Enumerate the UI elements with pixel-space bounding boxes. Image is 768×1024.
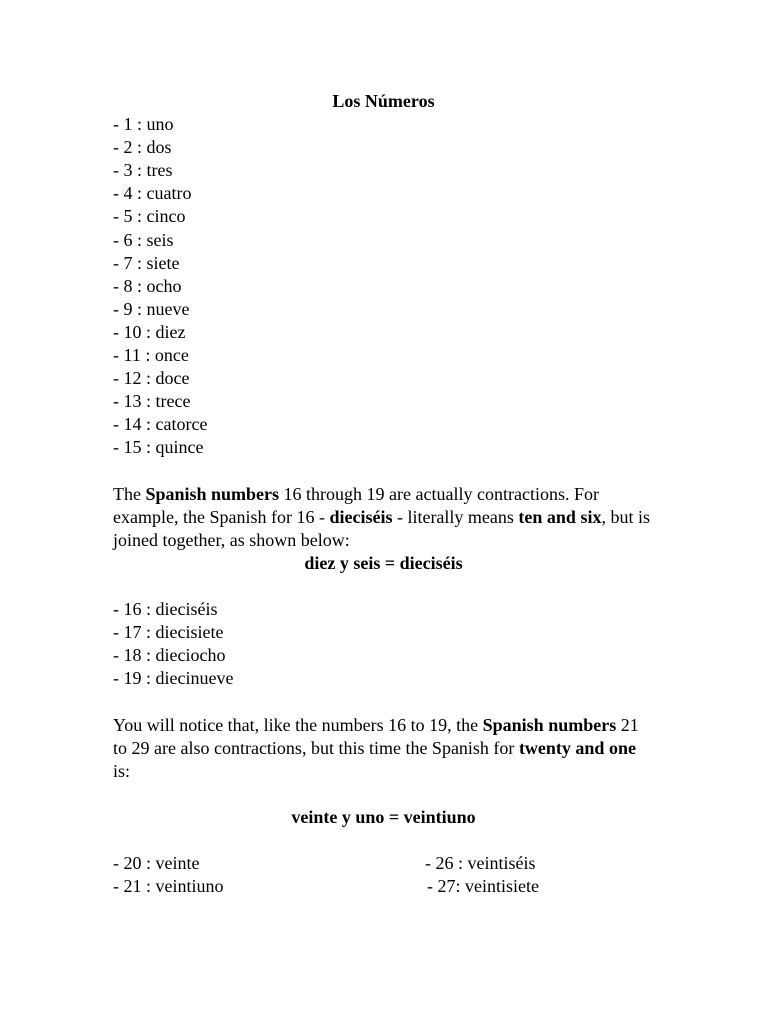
text-run: You will notice that, like the numbers 16 to 19, the [113,714,483,735]
list-item: - 20 : veinte [113,853,200,874]
spacer [113,690,653,713]
page-title: Los Números [332,91,435,111]
text-run: The [113,483,146,504]
spacer [113,460,653,483]
text-run: - literally means [392,506,519,527]
list-item: - 18 : dieciocho [113,645,226,666]
list-item: - 4 : cuatro [113,183,192,204]
document-body [113,90,653,898]
list-item: - 27: veintisiete [427,876,539,897]
list-item: - 21 : veintiuno [113,876,224,897]
list-item: - 17 : diecisiete [113,622,224,643]
numbers-20s-left-column [113,852,224,898]
list-item: - 15 : quince [113,437,204,458]
list-item: - 5 : cinco [113,206,186,227]
text-run: is: [113,760,131,781]
text-run: , but is joined together, as shown below: [113,506,650,550]
bold-text: Spanish numbers [145,483,280,504]
numbers-list-16-19 [113,598,653,690]
list-item: - 1 : uno [113,114,174,135]
numbers-20s-right-column [425,852,539,898]
spacer [113,575,653,598]
paragraph-contractions-21-29 [113,714,653,783]
equation-dieciseis: diez y seis = dieciséis [304,552,463,573]
list-item: - 10 : diez [113,321,186,342]
bold-text: Spanish numbers [482,714,617,735]
bold-text: dieciséis [329,506,393,527]
list-item: - 9 : nueve [113,298,190,319]
list-item: - 6 : seis [113,229,174,250]
list-item: - 8 : ocho [113,275,182,296]
equation-veintiuno: veinte y uno = veintiuno [291,806,476,827]
numbers-20s-columns [113,852,653,898]
numbers-list-1-15 [113,113,653,459]
text-run: 16 through 19 are actually contractions. For example, the Spanish for 16 - [113,483,599,527]
list-item: - 16 : dieciséis [113,599,218,620]
text-run: 21 to 29 are also contractions, but this time the Spanish for [113,714,639,758]
list-item: - 13 : trece [113,391,191,412]
bold-text: ten and six [518,506,602,527]
list-item: - 11 : once [113,345,189,366]
list-item: - 2 : dos [113,137,172,158]
list-item: - 7 : siete [113,252,180,273]
spacer [113,829,653,852]
list-item: - 19 : diecinueve [113,668,234,689]
list-item: - 12 : doce [113,368,190,389]
list-item: - 14 : catorce [113,414,208,435]
spacer [113,783,653,806]
bold-text: twenty and one [518,737,636,758]
list-item: - 3 : tres [113,160,173,181]
list-item: - 26 : veintiséis [425,853,536,874]
paragraph-contractions-16-19 [113,483,653,552]
